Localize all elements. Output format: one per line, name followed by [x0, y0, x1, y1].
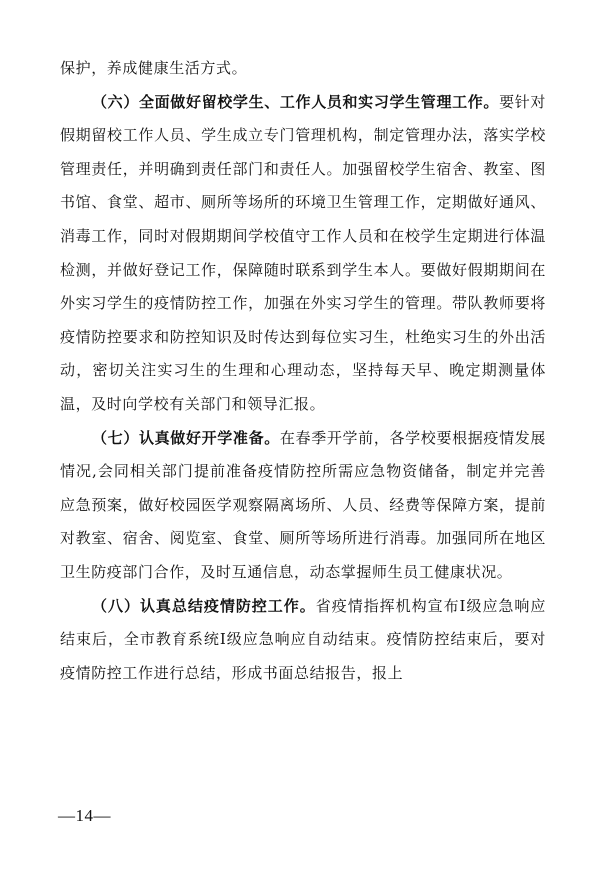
- paragraph-2-body: 要针对假期留校工作人员、学生成立专门管理机构，制定管理办法，落实学校管理责任，并明确到责任部门和责任人。加强留校学生宿舍、教室、图书馆、食堂、超市、厕所等场所的环境卫生管理工作，定期做好通风、消毒工作，同时对假期期间学校值守工作人员和在校学生定期进行体温检测，并做好登记工作，保障随时联系到学生本人。要做好假期期间在外实习学生的疫情防控工作，加强在外实习学生的管理。带队教师要将疫情防控要求和防控知识及时传达到每位实习生，杜绝实习生的外出活动，密切关注实习生的生理和心理动态，坚持每天早、晚定期测量体温，及时向学校有关部门和领导汇报。: [60, 92, 546, 413]
- page-number: —14—: [58, 806, 111, 825]
- section-heading-6: （六）全面做好留校学生、工作人员和实习学生管理工作。: [92, 92, 500, 111]
- body-text: [60, 52, 546, 690]
- paragraph-2: [60, 86, 546, 422]
- paragraph-1: [60, 52, 546, 86]
- section-heading-8: （八）认真总结疫情防控工作。: [92, 596, 316, 615]
- paragraph-4: [60, 590, 546, 691]
- paragraph-3: [60, 422, 546, 590]
- section-heading-7: （七）认真做好开学准备。: [92, 428, 280, 447]
- paragraph-1-body: 保护，养成健康生活方式。: [60, 59, 248, 77]
- paragraph-4-body: 省疫情指挥机构宣布Ⅰ级应急响应结束后，全市教育系统Ⅰ级应急响应自动结束。疫情防控结束后，要对疫情防控工作进行总结，形成书面总结报告，报上: [60, 596, 546, 682]
- paragraph-3-body: 在春季开学前，各学校要根据疫情发展情况,会同相关部门提前准备疫情防控所需应急物资储备，制定并完善应急预案，做好校园医学观察隔离场所、人员、经费等保障方案，提前对教室、宿舍、阅览室、食堂、厕所等场所进行消毒。加强同所在地区卫生防疫部门合作，及时互通信息，动态掌握师生员工健康状况。: [60, 428, 547, 581]
